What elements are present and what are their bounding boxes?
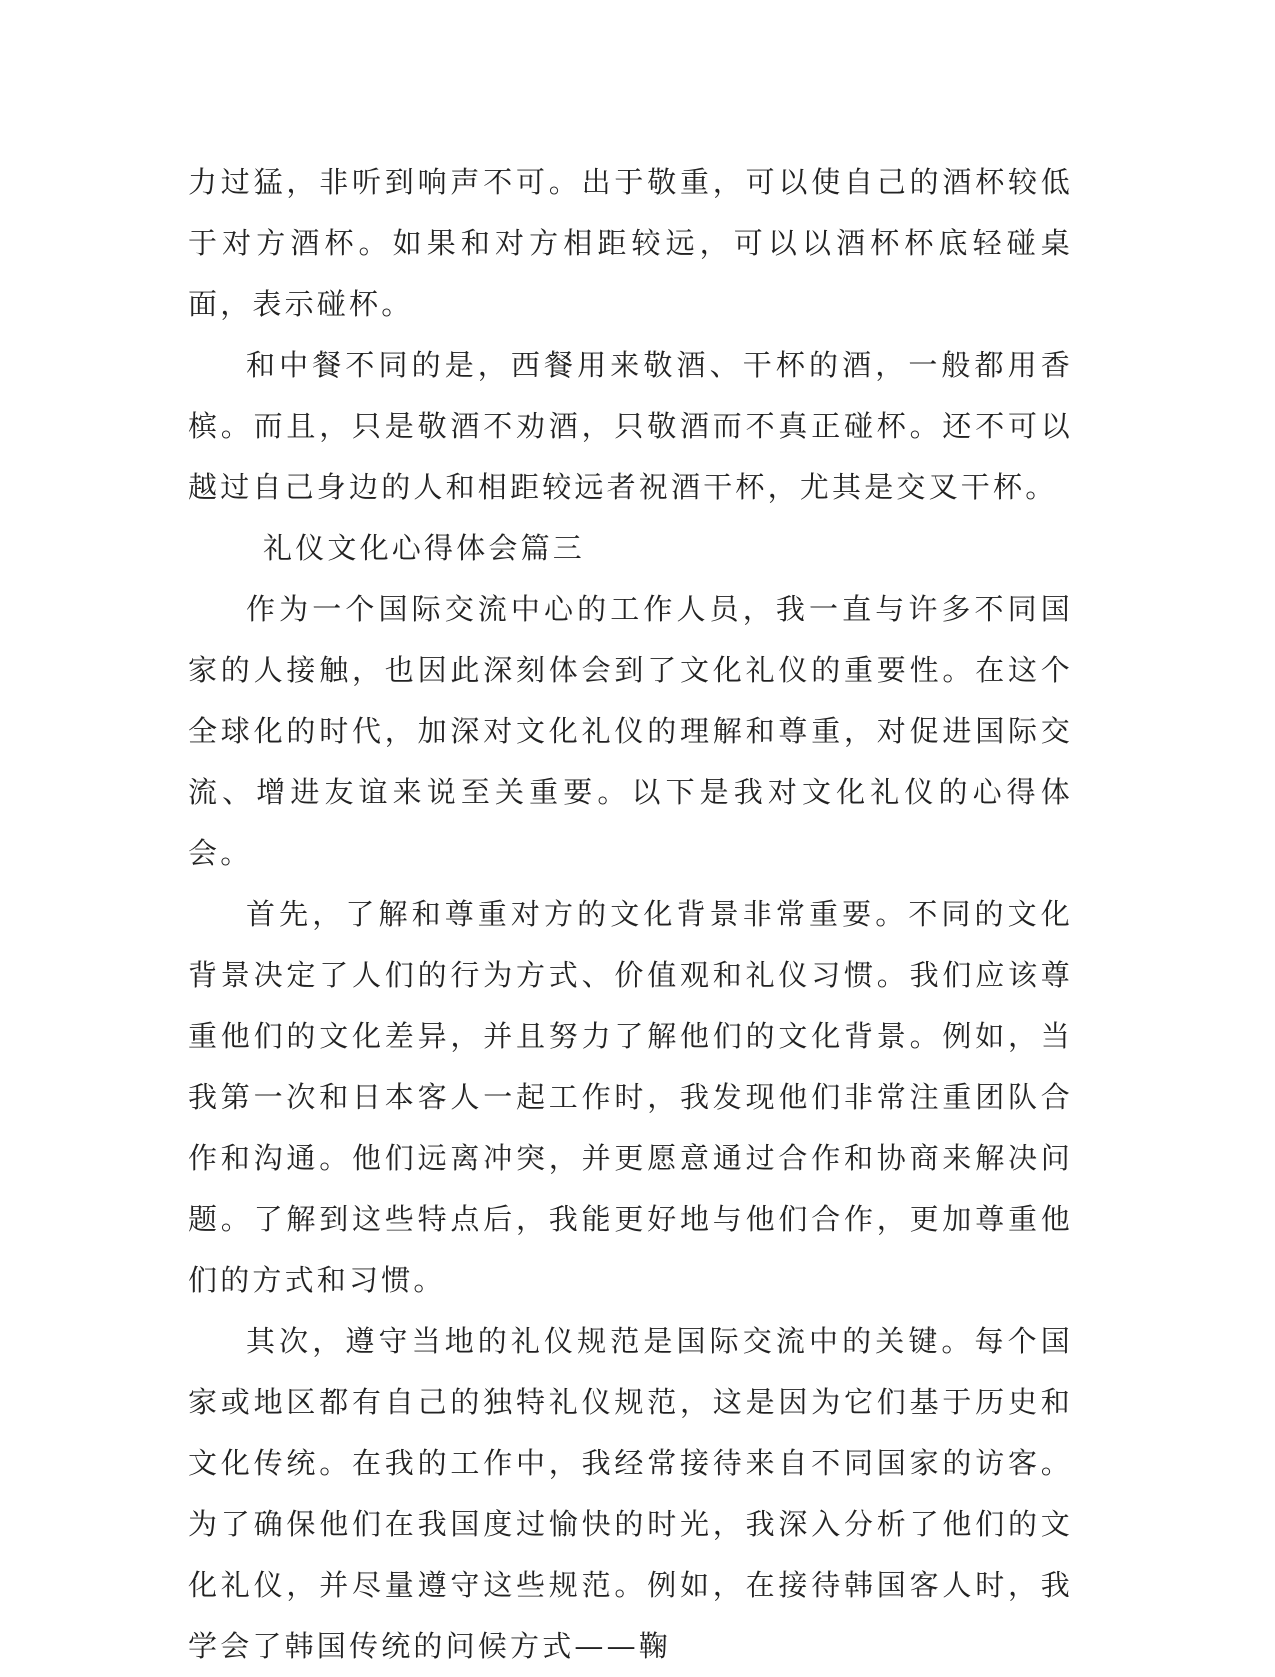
paragraph-first-point: 首先，了解和尊重对方的文化背景非常重要。不同的文化背景决定了人们的行为方式、价值观和礼仪习惯。我们应该尊重他们的文化差异，并且努力了解他们的文化背景。例如，当我第一次和日本客人一起工作时，我发现他们非常注重团队合作和沟通。他们远离冲突，并更愿意通过合作和协商来解决问题。了解到这些特点后，我能更好地与他们合作，更加尊重他们的方式和习惯。: [188, 897, 1073, 1297]
paragraph-second-point: 其次，遵守当地的礼仪规范是国际交流中的关键。每个国家或地区都有自己的独特礼仪规范，这是因为它们基于历史和文化传统。在我的工作中，我经常接待来自不同国家的访客。为了确保他们在我国度过愉快的时光，我深入分析了他们的文化礼仪，并尽量遵守这些规范。例如，在接待韩国客人时，我学会了韩国传统的问候方式——鞠: [188, 1324, 1073, 1663]
paragraph-western-toast: 和中餐不同的是，西餐用来敬酒、干杯的酒，一般都用香槟。而且，只是敬酒不劝酒，只敬酒而不真正碰杯。还不可以越过自己身边的人和相距较远者祝酒干杯，尤其是交叉干杯。: [188, 348, 1073, 504]
paragraph-intro: 作为一个国际交流中心的工作人员，我一直与许多不同国家的人接触，也因此深刻体会到了文化礼仪的重要性。在这个全球化的时代，加深对文化礼仪的理解和尊重，对促进国际交流、增进友谊来说至关重要。以下是我对文化礼仪的心得体会。: [188, 592, 1073, 870]
section-heading: 礼仪文化心得体会篇三: [263, 531, 586, 565]
text-column: [188, 152, 1073, 1677]
paragraph-toast-etiquette-continued: 力过猛，非听到响声不可。出于敬重，可以使自己的酒杯较低于对方酒杯。如果和对方相距较远，可以以酒杯杯底轻碰桌面，表示碰杯。: [188, 165, 1073, 321]
